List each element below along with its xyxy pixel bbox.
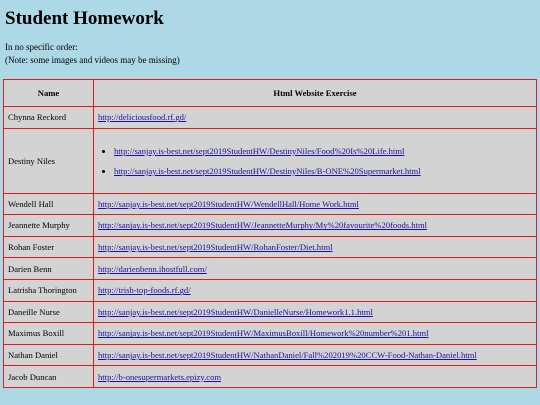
exercise-link[interactable]: http://sanjay.is-best.net/sept2019StudentHW/RohanFoster/Diet.html	[98, 242, 333, 253]
list-item	[114, 166, 532, 176]
exercise-cell	[94, 258, 537, 280]
intro-line-note: (Note: some images and videos may be missing)	[5, 55, 180, 65]
exercise-link[interactable]: http://trish-top-foods.rf.gd/	[98, 285, 191, 296]
student-name: Darien Benn	[4, 258, 94, 280]
page-title: Student Homework	[5, 8, 164, 29]
header-exercise: Html Website Exercise	[94, 80, 537, 107]
exercise-cell	[94, 344, 537, 366]
table-row	[4, 366, 537, 388]
intro-text	[5, 41, 537, 67]
link-list	[98, 146, 532, 176]
header-row	[4, 80, 537, 107]
table-row	[4, 107, 537, 129]
table-row	[4, 128, 537, 193]
exercise-cell	[94, 301, 537, 323]
table-row	[4, 215, 537, 237]
student-name: Nathan Daniel	[4, 344, 94, 366]
exercise-cell	[94, 215, 537, 237]
table-row	[4, 236, 537, 258]
header-name: Name	[4, 80, 94, 107]
table-row	[4, 193, 537, 215]
exercise-cell	[94, 193, 537, 215]
student-name: Jeannette Murphy	[4, 215, 94, 237]
exercise-link[interactable]: http://deliciousfood.rf.gd/	[98, 112, 187, 123]
exercise-cell	[94, 323, 537, 345]
homework-table	[3, 79, 537, 388]
student-name: Daneille Nurse	[4, 301, 94, 323]
exercise-cell	[94, 279, 537, 301]
table-row	[4, 301, 537, 323]
table-row	[4, 258, 537, 280]
exercise-link[interactable]: http://sanjay.is-best.net/sept2019StudentHW/DestinyNiles/B-ONE%20Supermarket.html	[114, 165, 421, 176]
table-row	[4, 279, 537, 301]
student-name: Jacob Duncan	[4, 366, 94, 388]
exercise-cell	[94, 107, 537, 129]
exercise-cell	[94, 128, 537, 193]
exercise-link[interactable]: http://sanjay.is-best.net/sept2019StudentHW/JeannetteMurphy/My%20favourite%20foods.html	[98, 220, 428, 231]
intro-line-order: In no specific order:	[5, 42, 78, 52]
exercise-link[interactable]: http://sanjay.is-best.net/sept2019StudentHW/DanielleNurse/Homework1.1.html	[98, 306, 373, 317]
exercise-link[interactable]: http://sanjay.is-best.net/sept2019StudentHW/NathanDaniel/Fall%202019%20CCW-Food-Nathan-Daniel.html	[98, 350, 477, 361]
table-row	[4, 344, 537, 366]
list-item	[114, 146, 532, 156]
student-name: Latrisha Thorington	[4, 279, 94, 301]
exercise-cell	[94, 236, 537, 258]
exercise-cell	[94, 366, 537, 388]
exercise-link[interactable]: http://sanjay.is-best.net/sept2019StudentHW/DestinyNiles/Food%20Is%20Life.html	[114, 145, 405, 156]
student-name: Maximus Boxill	[4, 323, 94, 345]
student-name: Destiny Niles	[4, 128, 94, 193]
student-name: Rohan Foster	[4, 236, 94, 258]
table-row	[4, 323, 537, 345]
student-name: Chynna Reckord	[4, 107, 94, 129]
exercise-link[interactable]: http://darienbenn.ihostfull.com/	[98, 263, 207, 274]
exercise-link[interactable]: http://b-onesupermarkets.epizy.com	[98, 371, 222, 382]
student-name: Wendell Hall	[4, 193, 94, 215]
exercise-link[interactable]: http://sanjay.is-best.net/sept2019StudentHW/MaximusBoxill/Homework%20number%201.html	[98, 328, 429, 339]
exercise-link[interactable]: http://sanjay.is-best.net/sept2019StudentHW/WendellHall/Home Work.html	[98, 198, 359, 209]
